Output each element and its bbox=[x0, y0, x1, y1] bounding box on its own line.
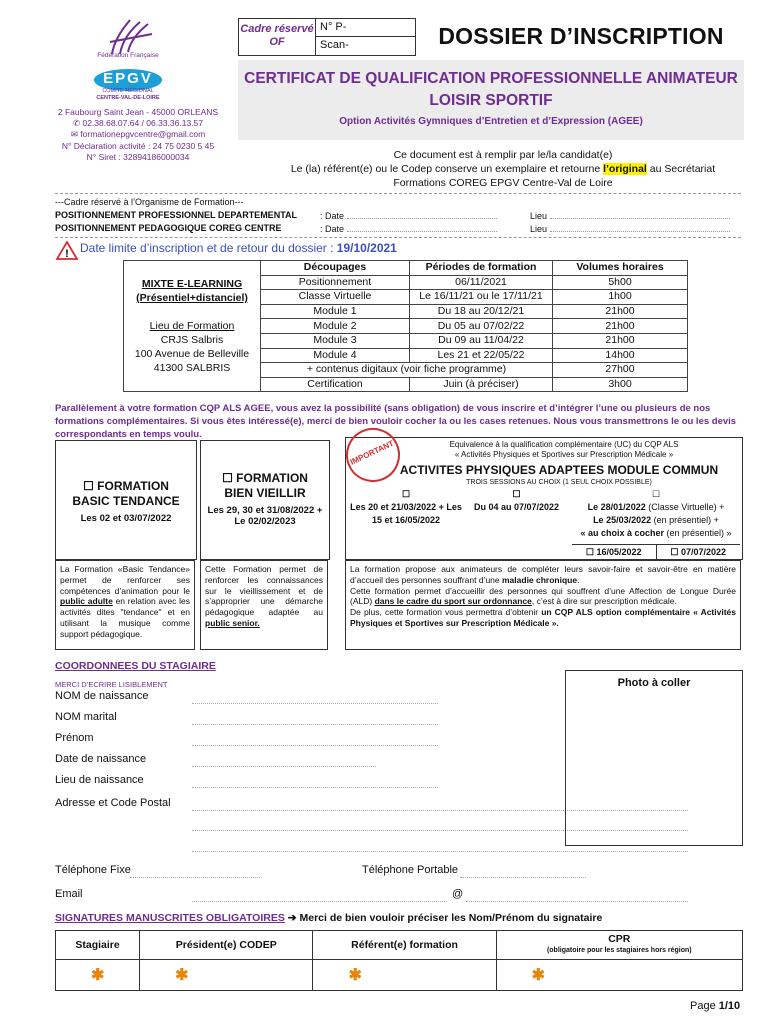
formation-bien-vieillir-box bbox=[200, 440, 330, 560]
cert-title-1: CERTIFICAT DE QUALIFICATION PROFESSIONNELLE ANIMATEUR bbox=[244, 70, 738, 87]
complementary-paragraph: Parallèlement à votre formation CQP ALS AGEE, vous avez la possibilité (sans obligation) de vous inscrire et d’intégrer l’une ou plusieurs de nos formations complémentaires. Si vous êtes intéressé(e), merci de bien vouloir cocher la ou les cases retenues. Nous vous transmettrons le ou les devis correspondants en temps voulu. bbox=[55, 403, 737, 440]
field-label: NOM de naissance bbox=[55, 690, 149, 702]
checkbox-bien-vieillir[interactable]: ☐ bbox=[222, 471, 233, 485]
address-line: 2 Faubourg Saint Jean - 45000 ORLEANS bbox=[57, 107, 219, 117]
col-header: Volumes horaires bbox=[553, 261, 688, 276]
svg-text:!: ! bbox=[65, 248, 69, 260]
street: 100 Avenue de Belleville bbox=[134, 348, 250, 360]
col-header: Découpages bbox=[261, 261, 410, 276]
date-label: : Date bbox=[320, 211, 345, 221]
col-header: Périodes de formation bbox=[410, 261, 553, 276]
lieu-formation-label: Lieu de Formation bbox=[149, 320, 235, 332]
lieu-field[interactable] bbox=[550, 209, 730, 219]
apa-session-1: Les 20 et 21/03/2022 + Les 15 et 16/05/2022 bbox=[350, 502, 462, 525]
cell: 1h00 bbox=[553, 290, 688, 305]
page-number bbox=[690, 1000, 740, 1012]
photo-label: Photo à coller bbox=[617, 677, 691, 689]
declaration-line: N° Déclaration activité : 24 75 0230 5 45 bbox=[61, 140, 215, 151]
reserved-row-2-label: POSITIONNEMENT PEDAGOGIQUE COREG CENTRE bbox=[55, 223, 282, 233]
desc-text: Cette formation permet d’accueillir des personnes qui souffrent d’une Affection de Longue Durée (ALD) bbox=[350, 585, 736, 607]
bv-title-1: FORMATION bbox=[236, 471, 308, 485]
bv-dates: Les 29, 30 et 31/08/2022 + Le 02/02/2023 bbox=[207, 505, 323, 527]
sig-col-header: Référent(e) formation bbox=[313, 931, 496, 960]
apa-equiv-1: Equivalence à la qualification complémentaire (UC) du CQP ALS bbox=[449, 440, 679, 449]
choice-date-2: 07/07/2022 bbox=[681, 547, 727, 557]
desc-text: en relation avec les activités dites "tendance" et en utilisant la musique comme support pédagogique. bbox=[60, 596, 191, 639]
nom-naissance-input[interactable] bbox=[192, 702, 438, 704]
deadline-date: 19/10/2021 bbox=[336, 241, 397, 255]
cpr-note: (obligatoire pour les stagiaires hors région) bbox=[546, 947, 692, 954]
signature-field-cpr[interactable] bbox=[496, 960, 742, 991]
lieu-field[interactable] bbox=[550, 222, 730, 232]
cell: Juin (à préciser) bbox=[410, 377, 553, 392]
nom-marital-input[interactable] bbox=[192, 723, 438, 725]
signature-mark-icon: ✱ bbox=[175, 967, 189, 984]
mixte-title: MIXTE E-LEARNING bbox=[141, 278, 243, 290]
intro-line-2b: au Secrétariat bbox=[646, 163, 716, 175]
apa-subtitle: TROIS SESSIONS AU CHOIX (1 SEUL CHOIX POSSIBLE) bbox=[466, 479, 652, 486]
signature-mark-icon: ✱ bbox=[531, 967, 545, 984]
desc-text: La formation propose aux animateurs de compléter leurs savoir-faire et savoir-être en matière d’accueil des personnes souffrant d’une bbox=[350, 564, 736, 585]
intro-line-2a: Le (la) référent(e) ou le Codep conserve un exemplaire et retourne bbox=[290, 163, 604, 175]
prenom-input[interactable] bbox=[192, 744, 438, 746]
apa-session-3c-note: (en présentiel) » bbox=[664, 528, 732, 538]
cell: Le 16/11/21 ou le 17/11/21 bbox=[410, 290, 553, 305]
hint-text: MERCI D’ECRIRE LISIBLEMENT bbox=[55, 680, 168, 689]
formation-apa-box bbox=[345, 437, 743, 560]
choice-date-1: 16/05/2022 bbox=[596, 547, 642, 557]
cert-option: Option Activités Gymniques d’Entretien et d’Expression (AGEE) bbox=[339, 116, 643, 127]
field-label: Adresse et Code Postal bbox=[55, 797, 171, 809]
cell: Positionnement bbox=[261, 275, 410, 290]
cell: Module 4 bbox=[261, 348, 410, 363]
tel-fixe-input[interactable] bbox=[130, 876, 260, 878]
cell: Module 3 bbox=[261, 333, 410, 348]
scan-field[interactable]: Scan- bbox=[320, 39, 349, 51]
intro-line-3: Formations COREG EPGV Centre-Val de Loire bbox=[393, 177, 613, 189]
basic-title-1: FORMATION bbox=[97, 479, 169, 493]
cell: Classe Virtuelle bbox=[261, 290, 410, 305]
desc-emph: public senior. bbox=[205, 617, 260, 628]
email-line: ✉ formationepgvcentre@gmail.com bbox=[70, 129, 206, 140]
logo-brand: EPGV bbox=[103, 70, 153, 87]
cell: Certification bbox=[261, 377, 410, 392]
email-input-domain[interactable] bbox=[466, 900, 688, 902]
place: CRJS Salbris bbox=[160, 334, 224, 346]
stamp-text: IMPORTANT bbox=[348, 438, 396, 467]
schedule-location-cell bbox=[124, 261, 261, 392]
cell: 06/11/2021 bbox=[410, 275, 553, 290]
epgv-logo bbox=[62, 12, 194, 104]
formation-basic-box bbox=[55, 440, 197, 560]
page-label: Page bbox=[690, 1000, 719, 1012]
reserved-id-box bbox=[238, 18, 416, 56]
lieu-label: Lieu bbox=[530, 211, 548, 221]
field-label: Prénom bbox=[55, 732, 94, 744]
logo-region: CENTRE-VAL-DE-LOIRE bbox=[96, 95, 160, 101]
apa-session-2: Du 04 au 07/07/2022 bbox=[473, 502, 560, 512]
email-label: Email bbox=[55, 888, 83, 900]
reserved-row-1-label: POSITIONNEMENT PROFESSIONNEL DEPARTEMENTAL bbox=[55, 210, 298, 220]
signatures-title: SIGNATURES MANUSCRITES OBLIGATOIRES bbox=[55, 912, 285, 924]
mixte-subtitle: (Présentiel+distanciel) bbox=[136, 292, 248, 304]
reserved-section bbox=[55, 193, 741, 238]
adresse-input-3[interactable] bbox=[192, 850, 688, 852]
apa-title: ACTIVITES PHYSIQUES ADAPTEES MODULE COMMUN bbox=[399, 463, 719, 477]
basic-dates: Les 02 et 03/07/2022 bbox=[80, 513, 172, 524]
cell: Module 1 bbox=[261, 304, 410, 319]
deadline-label: Date limite d’inscription et de retour du dossier : bbox=[80, 241, 337, 255]
city: 41300 SALBRIS bbox=[153, 362, 231, 374]
field-label: NOM marital bbox=[55, 711, 117, 723]
date-field[interactable] bbox=[347, 209, 497, 219]
cell: 5h00 bbox=[553, 275, 688, 290]
checkbox-apa-3[interactable]: ☐ bbox=[651, 489, 661, 499]
email-input-user[interactable] bbox=[192, 900, 447, 902]
tel-portable-input[interactable] bbox=[460, 876, 586, 878]
apa-equiv-2: « Activités Physiques et Sportives sur Prescription Médicale » bbox=[454, 449, 674, 459]
cert-title-2: LOISIR SPORTIF bbox=[429, 92, 553, 109]
cell: + contenus digitaux (voir fiche programme) bbox=[261, 363, 553, 378]
cell: Du 05 au 07/02/22 bbox=[410, 319, 553, 334]
field-label: Lieu de naissance bbox=[55, 774, 144, 786]
basic-description bbox=[55, 560, 195, 650]
apa-session-3a: Le 28/01/2022 bbox=[587, 502, 646, 512]
deadline bbox=[80, 241, 397, 255]
photo-box[interactable] bbox=[565, 670, 743, 846]
cell: Du 09 au 11/04/22 bbox=[410, 333, 553, 348]
intro-text bbox=[268, 148, 738, 190]
at-sign: @ bbox=[452, 888, 464, 900]
section-title-stagiaire: COORDONNEES DU STAGIAIRE bbox=[55, 660, 216, 672]
signature-field-referent[interactable] bbox=[313, 960, 496, 991]
cell: 21h00 bbox=[553, 304, 688, 319]
lieu-naissance-input[interactable] bbox=[192, 786, 438, 788]
bv-description bbox=[200, 560, 328, 650]
certificate-banner bbox=[238, 60, 744, 140]
page-num: 1/10 bbox=[718, 1000, 741, 1012]
lieu-label: Lieu bbox=[530, 224, 548, 234]
sig-col-header: Président(e) CODEP bbox=[140, 931, 313, 960]
cadre-label: Cadre réservé OF bbox=[239, 19, 316, 55]
logo-federation: Fédération Française bbox=[97, 52, 159, 59]
cell: Les 21 et 22/05/22 bbox=[410, 348, 553, 363]
signature-field-president[interactable] bbox=[140, 960, 313, 991]
phone-line: ✆ 02.38.68.07.64 / 06.33.36.13.57 bbox=[72, 118, 203, 129]
intro-highlight: l’original bbox=[603, 163, 647, 175]
signature-mark-icon: ✱ bbox=[91, 967, 105, 984]
checkbox-apa-2[interactable]: ☐ bbox=[512, 489, 521, 499]
checkbox-date-2[interactable]: ☐ bbox=[670, 547, 679, 557]
desc-emph: public adulte bbox=[60, 596, 113, 607]
intro-line-1: Ce document est à remplir par le/la candidat(e) bbox=[393, 149, 613, 161]
signatures-note: ➔ Merci de bien vouloir préciser les Nom/Prénom du signataire bbox=[284, 912, 603, 924]
bv-title-2: BIEN VIEILLIR bbox=[224, 486, 306, 500]
cell: 21h00 bbox=[553, 333, 688, 348]
tel-portable-label: Téléphone Portable bbox=[362, 864, 459, 876]
cell: 3h00 bbox=[553, 377, 688, 392]
apa-session-3a-note: (Classe Virtuelle) + bbox=[645, 502, 725, 512]
warning-icon bbox=[56, 241, 78, 260]
cell: 14h00 bbox=[553, 348, 688, 363]
np-field[interactable]: N° P- bbox=[316, 19, 415, 37]
checkbox-date-1[interactable]: ☐ bbox=[585, 547, 594, 557]
checkbox-basic[interactable]: ☐ bbox=[83, 479, 94, 493]
sig-col-header: CPR bbox=[608, 933, 631, 945]
cell: 21h00 bbox=[553, 319, 688, 334]
reserved-header: ---Cadre réservé à l’Organisme de Formation--- bbox=[55, 197, 244, 207]
page-title: DOSSIER D’INSCRIPTION bbox=[438, 23, 724, 49]
desc-emph: maladie chronique bbox=[502, 574, 578, 585]
logo-comite: COMITÉ RÉGIONAL bbox=[102, 88, 154, 94]
date-field[interactable] bbox=[347, 222, 497, 232]
date-label: : Date bbox=[320, 224, 345, 234]
desc-text: . bbox=[577, 574, 580, 585]
desc-text: La Formation «Basic Tendance» permet de renforcer ses compétences d’animation pour le bbox=[60, 564, 190, 596]
apa-session-3b-note: (en présentiel) + bbox=[651, 515, 719, 525]
desc-text: De plus, cette formation vous permettra d’obtenir bbox=[350, 607, 542, 618]
cell: 27h00 bbox=[553, 363, 688, 378]
siret-line: N° Siret : 32894186000034 bbox=[86, 151, 190, 162]
sig-col-header: Stagiaire bbox=[56, 931, 140, 960]
date-naissance-input[interactable] bbox=[192, 765, 376, 767]
signatures-heading bbox=[55, 912, 602, 924]
cell: Module 2 bbox=[261, 319, 410, 334]
signature-mark-icon: ✱ bbox=[348, 967, 362, 984]
desc-text: Cette Formation permet de renforcer les connaissances sur le vieillissement et de s’approprier une démarche pédagogique adaptée au bbox=[205, 564, 323, 618]
schedule-table bbox=[123, 260, 688, 392]
apa-description bbox=[345, 560, 741, 650]
field-label: Date de naissance bbox=[55, 753, 147, 765]
basic-title-2: BASIC TENDANCE bbox=[72, 494, 180, 508]
checkbox-apa-1[interactable]: ☐ bbox=[401, 489, 411, 499]
tel-fixe-label: Téléphone Fixe bbox=[55, 864, 131, 876]
address-block bbox=[38, 107, 238, 163]
signature-field-stagiaire[interactable] bbox=[56, 960, 140, 991]
apa-session-3b: Le 25/03/2022 bbox=[593, 515, 652, 525]
desc-emph: dans le cadre du sport sur ordonnance bbox=[374, 596, 532, 607]
desc-text: , c’est à dire sur prescription médicale. bbox=[531, 596, 677, 607]
signatures-table bbox=[55, 930, 743, 991]
apa-session-3c: « au choix à cocher bbox=[580, 528, 664, 538]
cell: Du 18 au 20/12/21 bbox=[410, 304, 553, 319]
desc-emph: un CQP ALS option complémentaire « Activités Physiques et Sportives sur Prescription Médicale ». bbox=[350, 607, 736, 628]
